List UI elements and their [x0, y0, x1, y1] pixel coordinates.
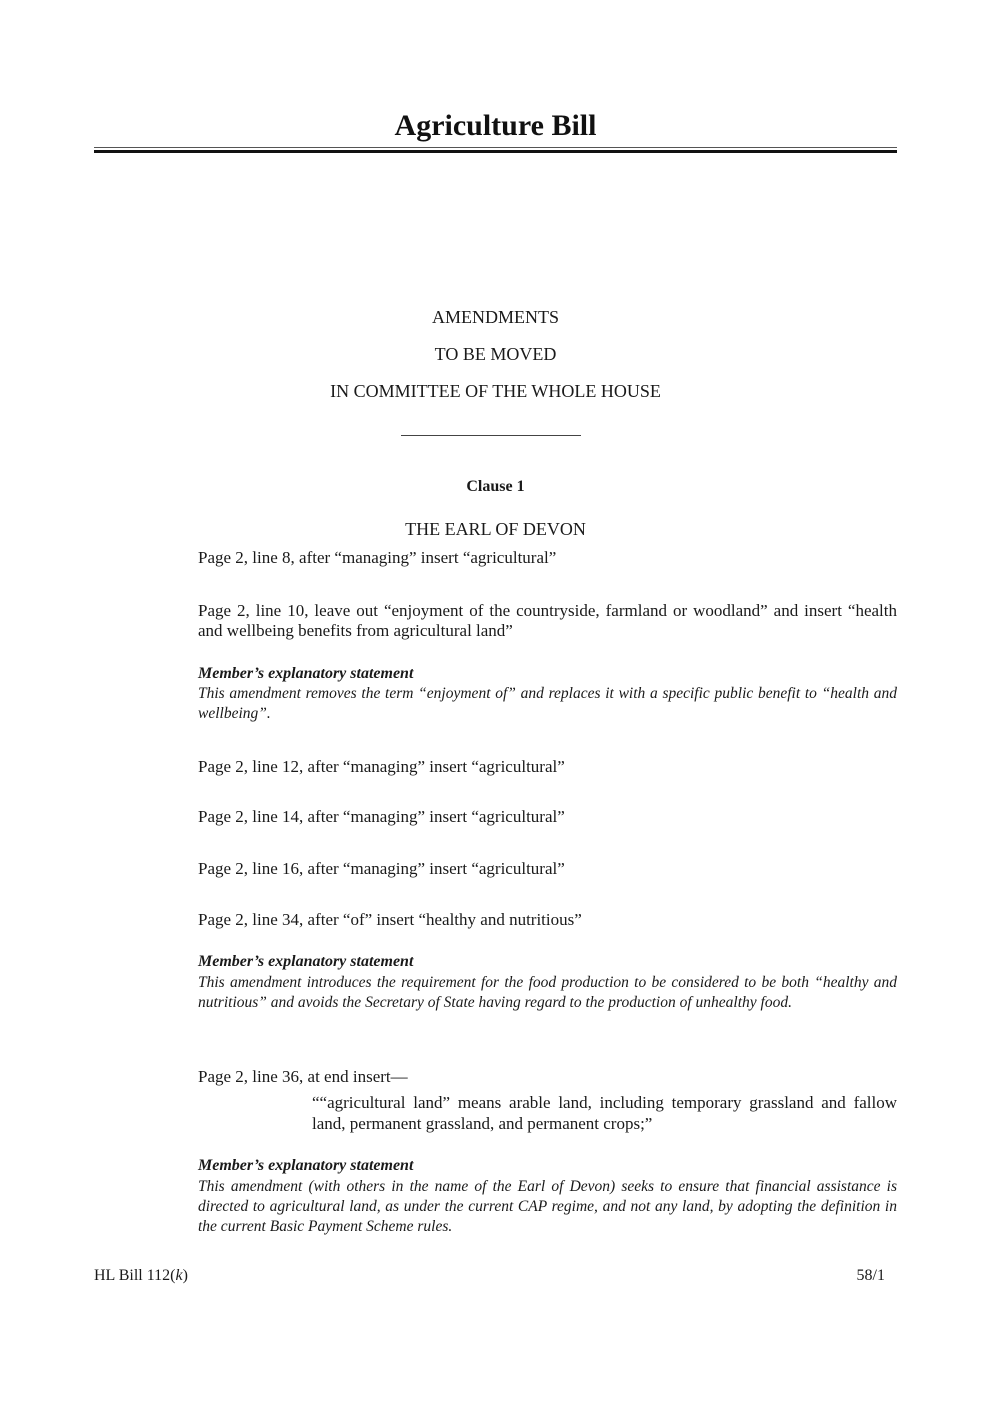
amendment-7: Page 2, line 36, at end insert—	[198, 1067, 408, 1086]
member-name: THE EARL OF DEVON	[405, 519, 586, 539]
amendment-1: Page 2, line 8, after “managing” insert “agricultural”	[198, 548, 557, 567]
amendment-6: Page 2, line 34, after “of” insert “healthy and nutritious”	[198, 910, 582, 929]
title-rule-thick	[94, 150, 897, 153]
inserted-definition: ““agricultural land” means arable land, including temporary grassland and fallow land, permanent grassland, and permanent crops;”	[312, 1093, 897, 1133]
amendment-2: Page 2, line 10, leave out “enjoyment of the countryside, farmland or woodland” and insert “health and wellbeing benefits from agricultural land”	[198, 601, 897, 640]
bill-reference-suffix: k	[175, 1267, 183, 1284]
page-reference: 58/1	[856, 1267, 885, 1284]
explanatory-statement-heading: Member’s explanatory statement	[198, 1157, 414, 1174]
heading-to-be-moved: TO BE MOVED	[434, 344, 557, 364]
bill-title: Agriculture Bill	[394, 109, 597, 142]
bill-reference-end: )	[182, 1267, 188, 1284]
heading-committee: IN COMMITTEE OF THE WHOLE HOUSE	[330, 381, 661, 401]
bill-reference-text: HL Bill 112(	[94, 1267, 176, 1284]
amendment-5: Page 2, line 16, after “managing” insert “agricultural”	[198, 859, 565, 878]
explanatory-statement: This amendment introduces the requirement for the food production to be considered to be both “healthy and nutritious” and avoids the Secretary of State having regard to the production of unhealthy food.	[198, 974, 897, 1011]
bill-reference	[94, 1266, 188, 1286]
clause-title: Clause 1	[466, 478, 525, 495]
explanatory-statement: This amendment (with others in the name of the Earl of Devon) seeks to ensure that financial assistance is directed to agricultural land, as under the current CAP regime, and not any land, by adopting the definition in the current Basic Payment Scheme rules.	[198, 1178, 897, 1235]
title-rule-thin	[94, 147, 897, 148]
amendment-3: Page 2, line 12, after “managing” insert “agricultural”	[198, 757, 565, 776]
explanatory-statement: This amendment removes the term “enjoyment of” and replaces it with a specific public benefit to “health and wellbeing”.	[198, 685, 897, 722]
amendment-4: Page 2, line 14, after “managing” insert “agricultural”	[198, 807, 565, 826]
explanatory-statement-heading: Member’s explanatory statement	[198, 953, 414, 970]
section-divider	[401, 435, 581, 436]
heading-amendments: AMENDMENTS	[431, 307, 559, 327]
explanatory-statement-heading: Member’s explanatory statement	[198, 665, 414, 682]
